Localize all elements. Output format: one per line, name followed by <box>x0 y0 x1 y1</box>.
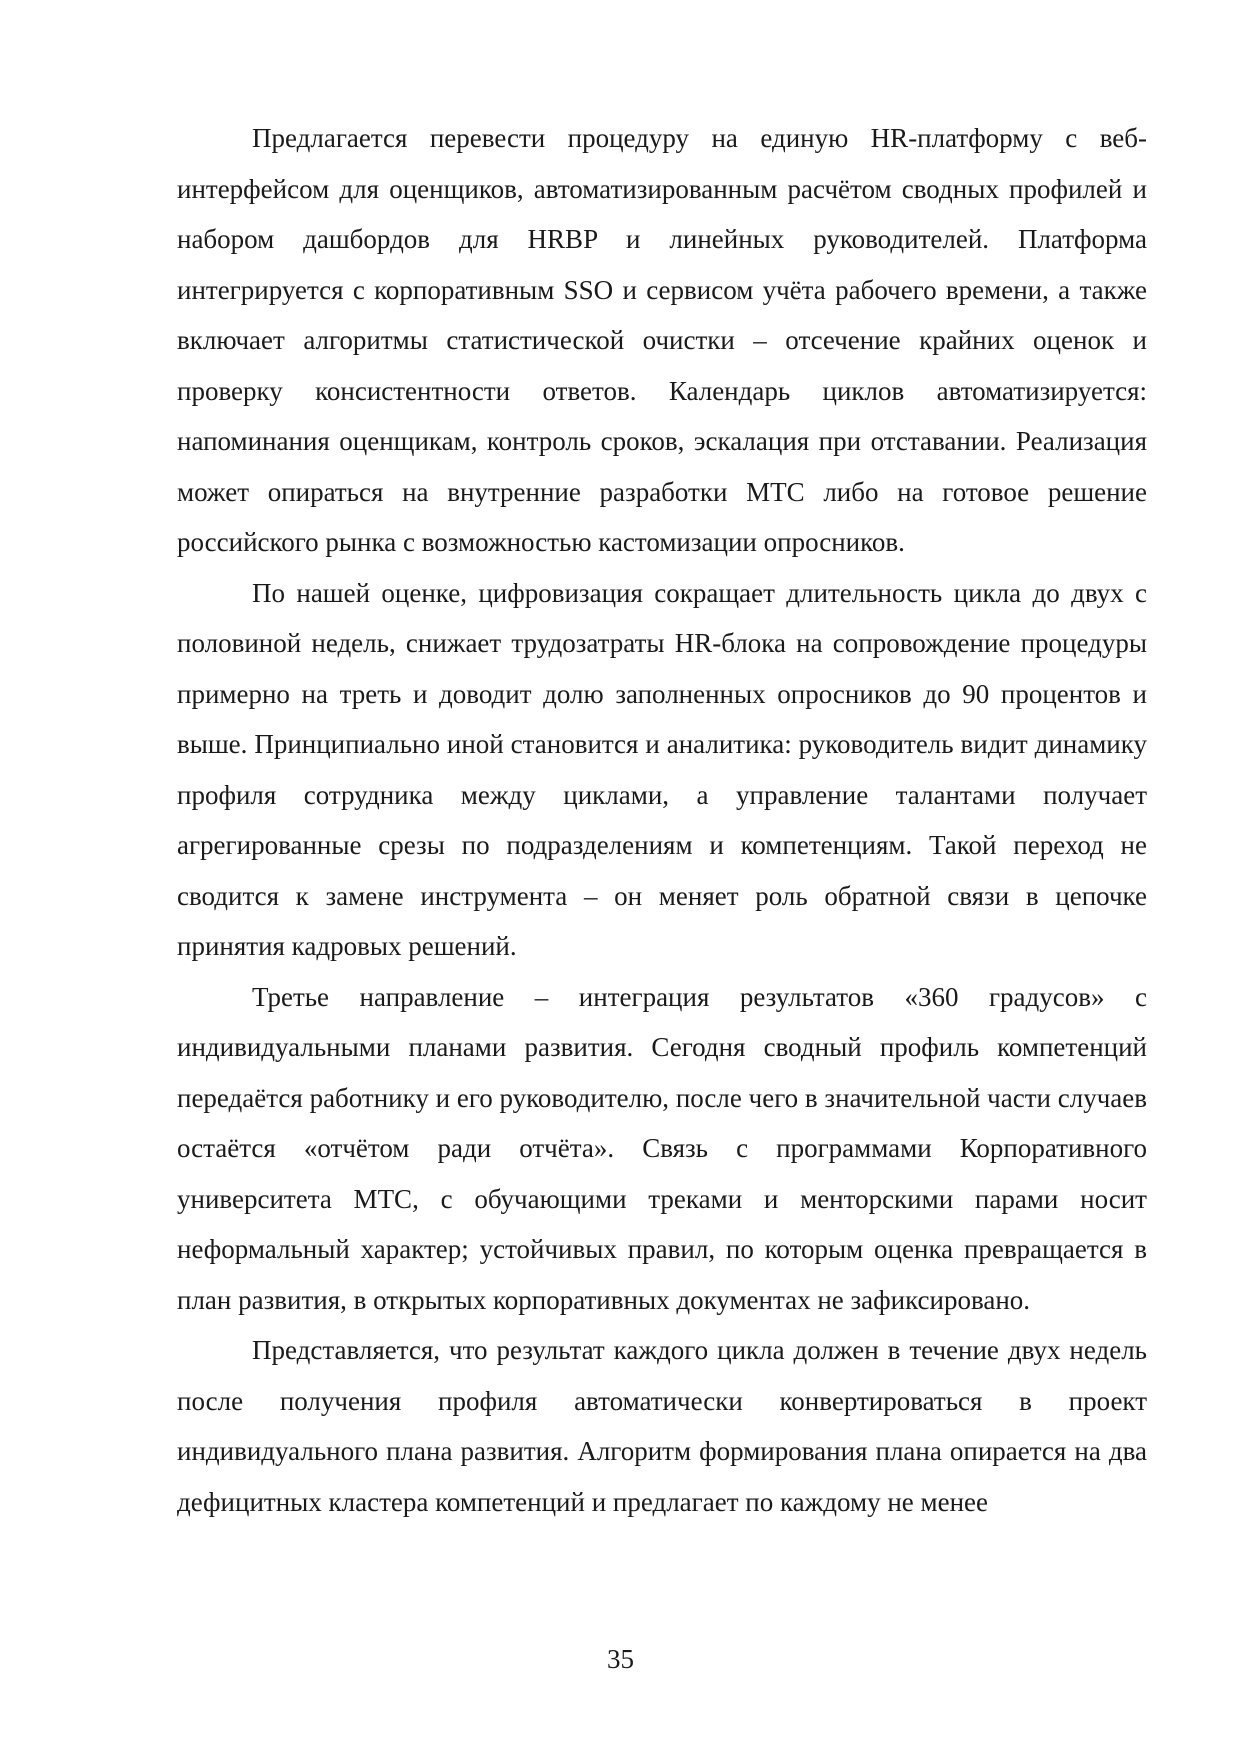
page-number: 35 <box>607 1644 634 1674</box>
paragraph-4: Представляется, что результат каждого цикла должен в течение двух недель после получения профиля автоматически конвертироваться в проект индивидуального плана развития. Алгоритм формирования плана опирается на два дефицитных кластера компетенций и предлагает по каждому не менее <box>177 1335 1147 1517</box>
body-text <box>177 113 1147 1527</box>
paragraph-1: Предлагается перевести процедуру на единую HR-платформу с веб-интерфейсом для оценщиков, автоматизированным расчётом сводных профилей и набором дашбордов для HRBP и линейных руководителей. Платформа интегрируется с корпоративным SSO и сервисом учёта рабочего времени, а также включает алгоритмы статистической очистки – отсечение крайних оценок и проверку консистентности ответов. Календарь циклов автоматизируется: напоминания оценщикам, контроль сроков, эскалация при отставании. Реализация может опираться на внутренние разработки МТС либо на готовое решение российского рынка с возможностью кастомизации опросников. <box>177 123 1147 557</box>
paragraph-2: По нашей оценке, цифровизация сокращает длительность цикла до двух с половиной недель, снижает трудозатраты HR-блока на сопровождение процедуры примерно на треть и доводит долю заполненных опросников до 90 процентов и выше. Принципиально иной становится и аналитика: руководитель видит динамику профиля сотрудника между циклами, а управление талантами получает агрегированные срезы по подразделениям и компетенциям. Такой переход не сводится к замене инструмента – он меняет роль обратной связи в цепочке принятия кадровых решений. <box>177 577 1147 961</box>
paragraph-3: Третье направление – интеграция результатов «360 градусов» с индивидуальными планами развития. Сегодня сводный профиль компетенций передаётся работнику и его руководителю, после чего в значительной части случаев остаётся «отчётом ради отчёта». Связь с программами Корпоративного университета МТС, с обучающими треками и менторскими парами носит неформальный характер; устойчивых правил, по которым оценка превращается в план развития, в открытых корпоративных документах не зафиксировано. <box>177 981 1147 1315</box>
